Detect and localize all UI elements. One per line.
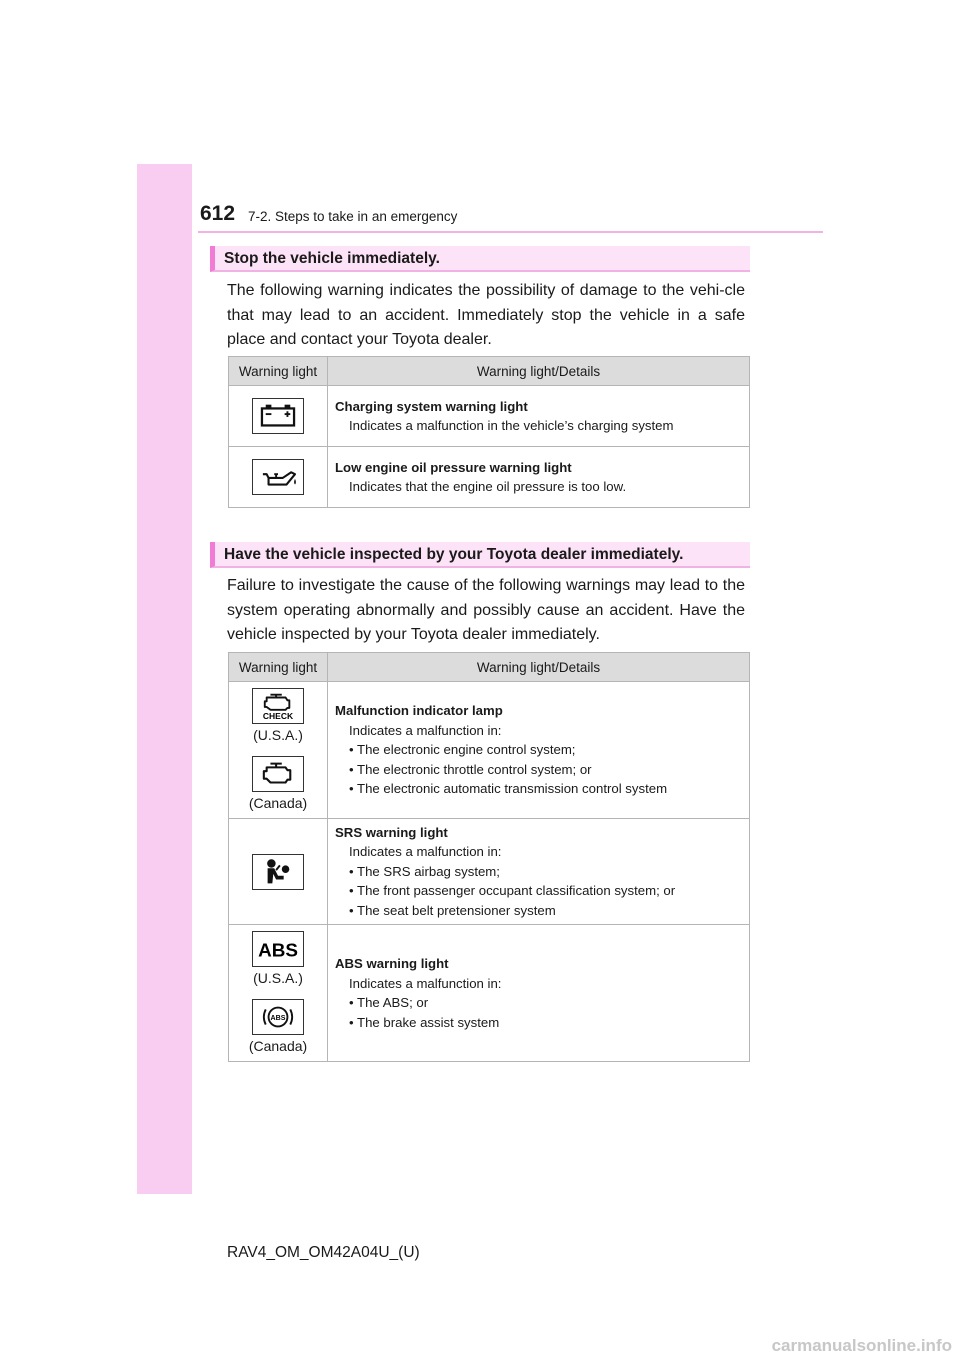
warning-table-stop [228,356,750,508]
warning-title: Malfunction indicator lamp [335,703,503,719]
inspect-immediately-paragraph: Failure to investigate the cause of the following warnings may lead to the system operating abnormally and possibly cause an accident. Have the vehicle inspected by your Toyota dealer immediately. [227,577,745,643]
section-title: 7-2. Steps to take in an emergency [248,209,458,224]
warning-title: ABS warning light [335,956,449,971]
oil-can-icon [252,459,304,495]
check-engine-icon [252,688,304,724]
table-row [229,819,750,925]
abs-icon [252,931,304,967]
battery-icon [252,398,304,434]
table-row [229,447,750,508]
detail-cell [328,447,750,508]
stop-immediately-banner: Stop the vehicle immediately. [210,246,750,272]
icon-cell [229,386,328,447]
warning-description: Indicates that the engine oil pressure is too low. [349,479,627,494]
bullet-item: • The seat belt pretensioner system [349,902,556,918]
icon-cell [229,447,328,508]
icon-cell [229,925,328,1062]
warning-table-inspect [228,652,750,1062]
warning-description: Indicates a malfunction in: [349,844,502,860]
engine-icon [252,756,304,792]
bullet-item: • The ABS; or [349,995,429,1010]
warning-title: Charging system warning light [335,398,528,414]
warning-description: Indicates a malfunction in: [349,975,502,991]
detail-cell [328,925,750,1062]
table-row [229,386,750,447]
watermark[interactable]: carmanualsonline.info [771,1336,952,1355]
table-row [229,682,750,819]
bullet-item: • The front passenger occupant classification system; or [349,883,676,899]
document-code: RAV4_OM_OM42A04U_(U) [227,1244,420,1261]
warning-title: Low engine oil pressure warning light [335,459,572,475]
bullet-item: • The SRS airbag system; [349,863,500,879]
bullet-item: • The electronic engine control system; [349,742,576,758]
table-header-row [229,653,750,682]
detail-cell [328,819,750,925]
bullet-item: • The electronic automatic transmission control system [349,781,668,797]
detail-cell [328,682,750,819]
check-label: CHECK [262,711,294,722]
icon-cell [229,819,328,925]
warning-description: Indicates a malfunction in: [349,722,502,738]
icon-caption: (U.S.A.) [253,970,303,986]
table-row [229,925,750,1062]
icon-caption: (U.S.A.) [253,727,303,743]
srs-airbag-icon [252,854,304,890]
detail-cell [328,386,750,447]
abs-circle-label: ABS [270,1013,286,1022]
icon-caption: (Canada) [248,795,308,811]
page-number: 612 [200,202,236,225]
warning-title: SRS warning light [335,824,448,840]
column-header-warning-light: Warning light [229,357,328,386]
column-header-warning-light: Warning light [229,653,328,682]
table-header-row [229,357,750,386]
abs-label: ABS [258,940,298,962]
icon-cell [229,682,328,819]
header-rule [198,231,823,233]
inspect-immediately-banner: Have the vehicle inspected by your Toyota dealer immediately. [210,542,750,568]
bullet-item: • The electronic throttle control system; or [349,761,592,777]
abs-circle-icon [252,999,304,1035]
stop-immediately-paragraph: The following warning indicates the possibility of damage to the vehi-cle that may lead to an accident. Immediately stop the vehicle in a safe place and contact your Toyota dealer. [227,282,745,348]
sidebar-tab [137,164,192,1194]
column-header-details: Warning light/Details [328,653,750,682]
bullet-item: • The brake assist system [349,1014,500,1030]
warning-description: Indicates a malfunction in the vehicle’s charging system [349,418,674,433]
icon-caption: (Canada) [248,1038,308,1054]
column-header-details: Warning light/Details [328,357,750,386]
